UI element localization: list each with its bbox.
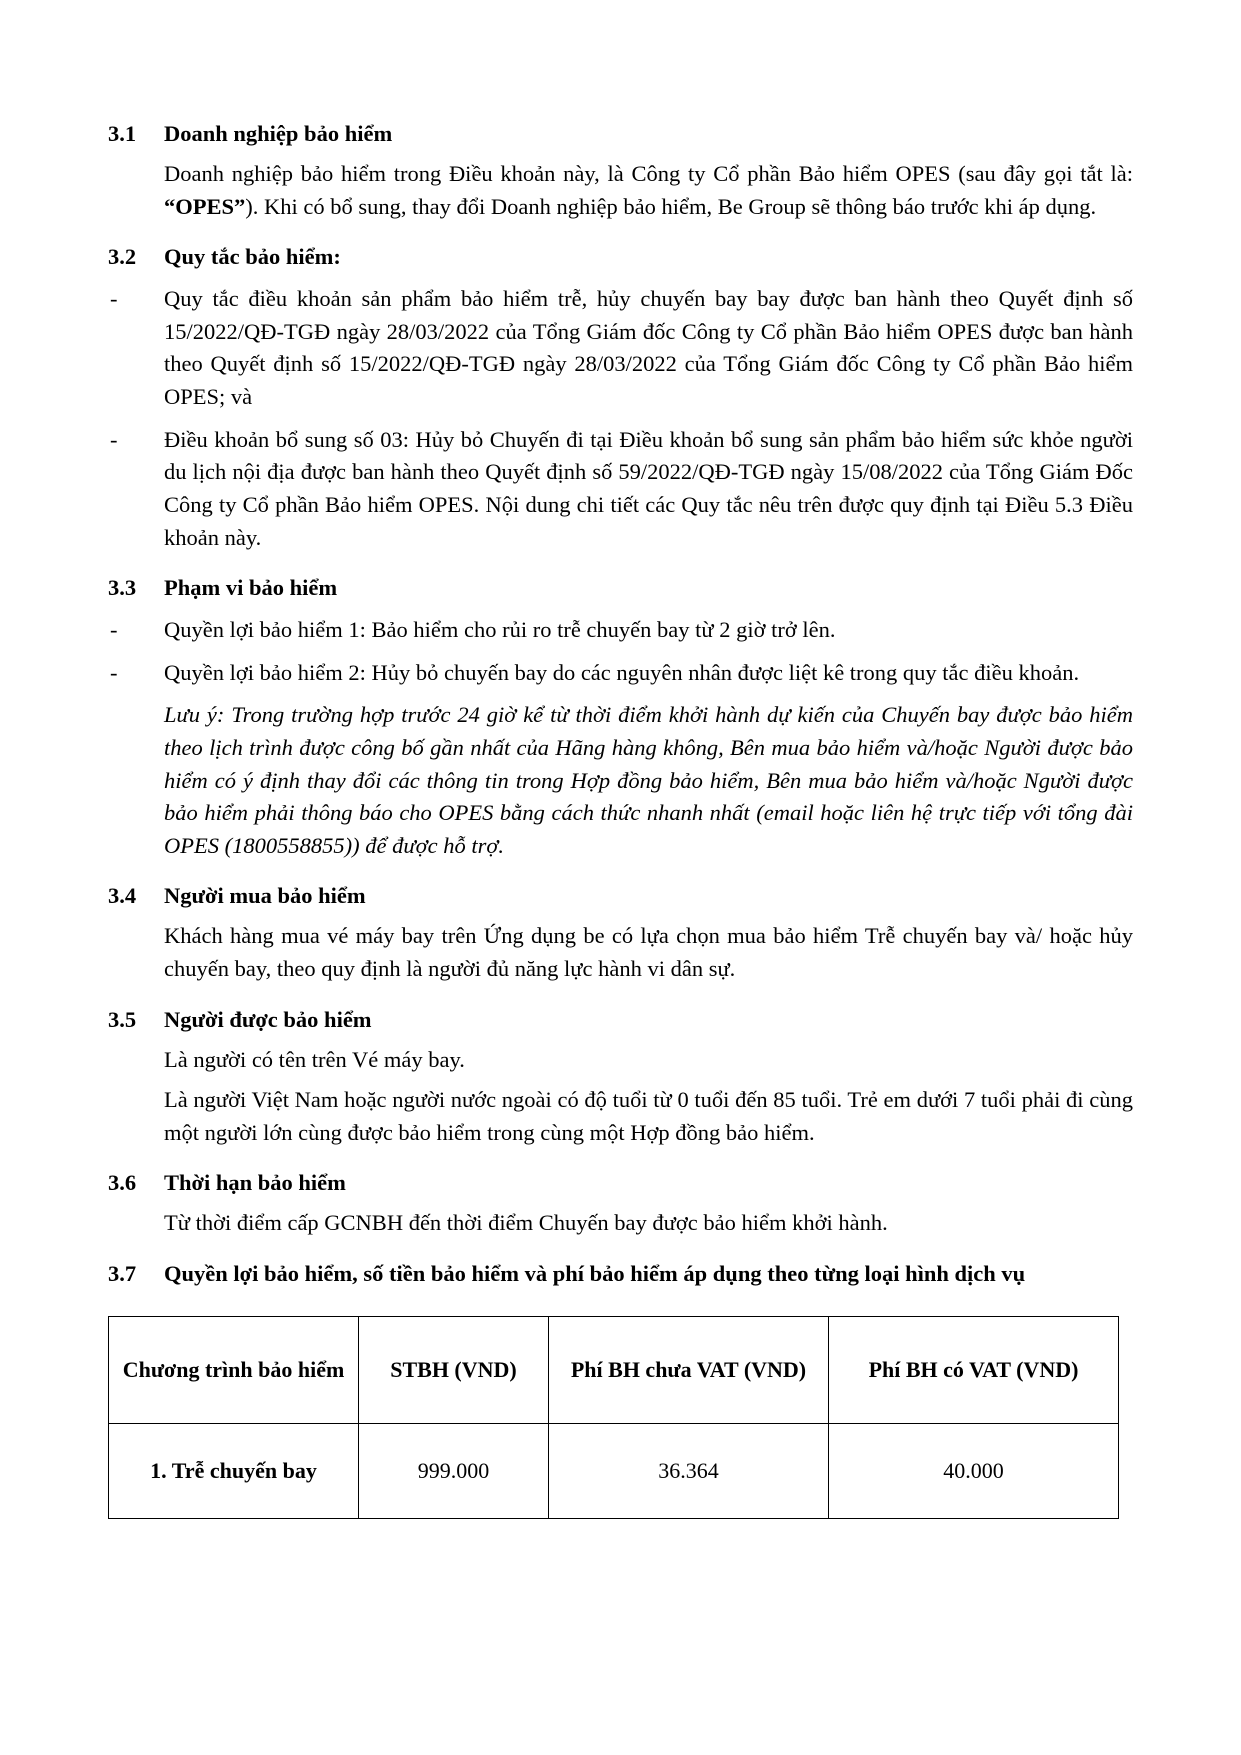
list-item: [108, 614, 1133, 647]
section-3-5-paragraph-1: Là người có tên trên Vé máy bay.: [164, 1046, 465, 1072]
section-number: 3.6: [108, 1170, 137, 1196]
section-title: Thời hạn bảo hiểm: [164, 1170, 346, 1196]
section-3-6-paragraph: Từ thời điểm cấp GCNBH đến thời điểm Chuyến bay được bảo hiểm khởi hành.: [164, 1210, 888, 1236]
bullet-marker: -: [110, 286, 118, 312]
section-3-3-note: Lưu ý: Trong trường hợp trước 24 giờ kể từ thời điểm khởi hành dự kiến của Chuyến bay được bảo hiểm theo lịch trình được công bố gần nhất của Hãng hàng không, Bên mua bảo hiểm và/hoặc Người được bảo hiểm có ý định thay đổi các thông tin trong Hợp đồng bảo hiểm, Bên mua bảo hiểm và/hoặc Người được bảo hiểm phải thông báo cho OPES bằng cách thức nhanh nhất (email hoặc liên hệ trực tiếp với tổng đài OPES (1800558855)) để được hỗ trợ.: [164, 702, 1134, 858]
section-heading-3-6: [108, 1167, 1133, 1199]
table-cell-program: 1. Trễ chuyến bay: [109, 1423, 359, 1518]
section-heading-3-1: [108, 118, 1133, 150]
table-cell-fee-with-vat: 40.000: [829, 1423, 1119, 1518]
section-heading-3-7: [108, 1258, 1133, 1290]
list-item: [108, 424, 1133, 555]
table-header-cell: Phí BH chưa VAT (VND): [549, 1316, 829, 1423]
table-header-cell: Phí BH có VAT (VND): [829, 1316, 1119, 1423]
bullet-marker: -: [110, 426, 118, 452]
list-item-text: Quyền lợi bảo hiểm 1: Bảo hiểm cho rủi ro trễ chuyến bay từ 2 giờ trở lên.: [164, 617, 836, 643]
section-3-5-paragraph-2: Là người Việt Nam hoặc người nước ngoài có độ tuổi từ 0 tuổi đến 85 tuổi. Trẻ em dưới 7 tuổi phải đi cùng một người lớn cùng được bảo hiểm trong cùng một Hợp đồng bảo hiểm.: [164, 1087, 1133, 1145]
section-number: 3.5: [108, 1006, 137, 1032]
section-heading-3-4: [108, 880, 1133, 912]
table-header-cell: STBH (VND): [359, 1316, 549, 1423]
section-3-4: [108, 880, 1133, 985]
section-number: 3.4: [108, 883, 137, 909]
table-cell-fee-no-vat: 36.364: [549, 1423, 829, 1518]
list-item-text: Quy tắc điều khoản sản phẩm bảo hiểm trễ, hủy chuyến bay bay được ban hành theo Quyết định số 15/2022/QĐ-TGĐ ngày 28/03/2022 của Tổng Giám đốc Công ty Cổ phần Bảo hiểm OPES được ban hành theo Quyết định số 15/2022/QĐ-TGĐ ngày 28/03/2022 của Tổng Giám đốc Công ty Cổ phần Bảo hiểm OPES; và: [164, 286, 1133, 409]
table-header-row: [109, 1316, 1119, 1423]
section-number: 3.1: [108, 121, 137, 146]
list-item-text: Quyền lợi bảo hiểm 2: Hủy bỏ chuyến bay do các nguyên nhân được liệt kê trong quy tắc điều khoản.: [164, 659, 1080, 685]
section-title: Quy tắc bảo hiểm:: [164, 244, 341, 270]
list-item-text: Điều khoản bổ sung số 03: Hủy bỏ Chuyến đi tại Điều khoản bổ sung sản phẩm bảo hiểm sức khỏe người du lịch nội địa được ban hành theo Quyết định số 59/2022/QĐ-TGĐ ngày 15/08/2022 của Tổng Giám Đốc Công ty Cổ phần Bảo hiểm OPES. Nội dung chi tiết các Quy tắc nêu trên được quy định tại Điều 5.3 Điều khoản này.: [164, 426, 1133, 550]
bullet-marker: -: [110, 659, 118, 685]
section-3-6: [108, 1167, 1133, 1240]
section-title: Người mua bảo hiểm: [164, 883, 366, 909]
section-3-2: [108, 241, 1133, 554]
section-title: Doanh nghiệp bảo hiểm: [164, 121, 393, 146]
list-item: [108, 657, 1133, 690]
section-title: Phạm vi bảo hiểm: [164, 575, 338, 601]
section-3-7: [108, 1258, 1133, 1519]
section-heading-3-2: [108, 241, 1133, 273]
list-item: [108, 283, 1133, 414]
bullet-marker: -: [110, 617, 118, 643]
insurance-fee-table: [108, 1316, 1119, 1519]
section-title: Người được bảo hiểm: [164, 1006, 372, 1032]
section-number: 3.2: [108, 244, 137, 270]
section-3-1: [108, 118, 1133, 223]
section-title: Quyền lợi bảo hiểm, số tiền bảo hiểm và phí bảo hiểm áp dụng theo từng loại hình dịch vụ: [164, 1261, 1026, 1286]
table-row: [109, 1423, 1119, 1518]
section-3-4-paragraph: Khách hàng mua vé máy bay trên Ứng dụng be có lựa chọn mua bảo hiểm Trễ chuyến bay và/ hoặc hủy chuyến bay, theo quy định là người đủ năng lực hành vi dân sự.: [164, 923, 1133, 981]
table-cell-stbh: 999.000: [359, 1423, 549, 1518]
section-heading-3-3: [108, 572, 1133, 604]
section-number: 3.3: [108, 575, 137, 601]
section-3-5: [108, 1004, 1133, 1150]
section-3-3: [108, 572, 1133, 862]
table-header-cell: Chương trình bảo hiểm: [109, 1316, 359, 1423]
section-number: 3.7: [108, 1261, 137, 1286]
section-3-1-paragraph: Doanh nghiệp bảo hiểm trong Điều khoản này, là Công ty Cổ phần Bảo hiểm OPES (sau đây gọi tắt là: “OPES”). Khi có bổ sung, thay đổi Doanh nghiệp bảo hiểm, Be Group sẽ thông báo trước khi áp dụng.: [164, 160, 1133, 219]
section-heading-3-5: [108, 1004, 1133, 1036]
